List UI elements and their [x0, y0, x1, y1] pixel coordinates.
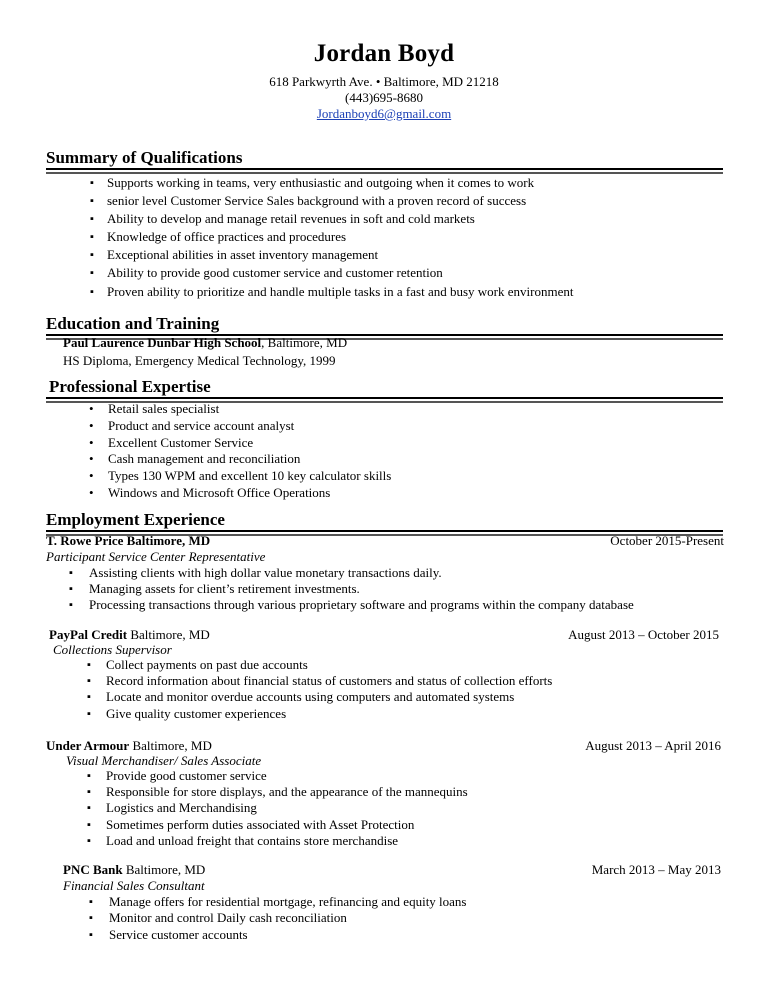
job-location: Baltimore, MD — [127, 627, 210, 642]
bullet-icon: ▪ — [90, 286, 94, 298]
job-duty: Manage offers for residential mortgage, refinancing and equity loans — [109, 894, 467, 909]
bullet-icon: • — [89, 485, 94, 500]
bullet-icon: ▪ — [87, 691, 91, 703]
job-duty: Managing assets for client’s retirement investments. — [89, 581, 360, 596]
bullet-icon: ▪ — [87, 675, 91, 687]
job-duty: Give quality customer experiences — [106, 706, 287, 721]
job-location: Baltimore, MD — [129, 738, 212, 753]
job-duty: Responsible for store displays, and the appearance of the mannequins — [106, 784, 468, 799]
job-duty: Locate and monitor overdue accounts using computers and automated systems — [106, 689, 515, 704]
school-name: Paul Laurence Dunbar High School — [63, 335, 262, 350]
job-company: T. Rowe Price Baltimore, MD — [46, 533, 211, 548]
summary-rule — [46, 168, 723, 170]
job-role: Collections Supervisor — [53, 642, 172, 657]
job-duty: Load and unload freight that contains store merchandise — [106, 833, 399, 848]
email-line — [0, 106, 768, 122]
job-duty: Assisting clients with high dollar value monetary transactions daily. — [89, 565, 442, 580]
expertise-heading: Professional Expertise — [49, 377, 211, 396]
school-location: , Baltimore, MD — [261, 335, 348, 350]
bullet-icon: ▪ — [87, 708, 91, 720]
job-dates: August 2013 – October 2015 — [568, 627, 719, 642]
address-line: 618 Parkwyrth Ave. • Baltimore, MD 21218 — [269, 74, 499, 89]
job-duty: Collect payments on past due accounts — [106, 657, 308, 672]
summary-item: Ability to develop and manage retail revenues in soft and cold markets — [107, 211, 475, 226]
resume-name: Jordan Boyd — [313, 40, 455, 67]
summary-item: Proven ability to prioritize and handle multiple tasks in a fast and busy work environment — [107, 284, 574, 299]
bullet-icon: ▪ — [87, 770, 91, 782]
expertise-item: Windows and Microsoft Office Operations — [108, 485, 331, 500]
bullet-icon: ▪ — [89, 912, 93, 924]
education-school-line — [63, 335, 347, 351]
summary-item: senior level Customer Service Sales background with a proven record of success — [107, 193, 527, 208]
job-header — [63, 862, 205, 878]
job-duty: Provide good customer service — [106, 768, 267, 783]
job-duty: Sometimes perform duties associated with Asset Protection — [106, 817, 415, 832]
bullet-icon: ▪ — [87, 659, 91, 671]
bullet-icon: • — [89, 451, 94, 466]
expertise-item: Cash management and reconciliation — [108, 451, 301, 466]
employment-rule — [46, 530, 723, 532]
expertise-rule — [46, 397, 723, 399]
job-company: PNC Bank — [63, 862, 123, 877]
bullet-icon: ▪ — [90, 177, 94, 189]
job-duty: Service customer accounts — [109, 927, 248, 942]
phone-line: (443)695-8680 — [345, 90, 423, 105]
email-link[interactable]: Jordanboyd6@gmail.com — [316, 106, 452, 121]
bullet-icon: ▪ — [87, 835, 91, 847]
bullet-icon: ▪ — [90, 195, 94, 207]
summary-rule-secondary — [46, 172, 723, 174]
bullet-icon: ▪ — [69, 583, 73, 595]
bullet-icon: • — [89, 435, 94, 450]
bullet-icon: ▪ — [90, 267, 94, 279]
bullet-icon: ▪ — [69, 599, 73, 611]
job-company: PayPal Credit — [49, 627, 128, 642]
bullet-icon: ▪ — [90, 249, 94, 261]
bullet-icon: ▪ — [87, 786, 91, 798]
bullet-icon: ▪ — [69, 567, 73, 579]
job-duty: Monitor and control Daily cash reconciliation — [109, 910, 347, 925]
bullet-icon: • — [89, 468, 94, 483]
job-header — [49, 627, 210, 643]
job-role: Visual Merchandiser/ Sales Associate — [66, 753, 262, 768]
job-duty: Processing transactions through various proprietary software and programs within the company database — [89, 597, 634, 612]
bullet-icon: ▪ — [89, 896, 93, 908]
bullet-icon: ▪ — [90, 213, 94, 225]
bullet-icon: • — [89, 418, 94, 433]
job-header — [46, 738, 212, 754]
bullet-icon: ▪ — [90, 231, 94, 243]
job-duty: Logistics and Merchandising — [106, 800, 257, 815]
job-role: Financial Sales Consultant — [63, 878, 205, 893]
summary-item: Exceptional abilities in asset inventory management — [107, 247, 379, 262]
education-diploma: HS Diploma, Emergency Medical Technology, 1999 — [63, 353, 336, 368]
education-heading: Education and Training — [46, 314, 220, 333]
bullet-icon: ▪ — [87, 802, 91, 814]
summary-item: Knowledge of office practices and procedures — [107, 229, 347, 244]
bullet-icon: ▪ — [87, 819, 91, 831]
job-dates: March 2013 – May 2013 — [591, 862, 721, 877]
expertise-item: Product and service account analyst — [108, 418, 295, 433]
employment-heading: Employment Experience — [46, 510, 225, 529]
job-duty: Record information about financial status of customers and status of collection efforts — [106, 673, 553, 688]
expertise-item: Types 130 WPM and excellent 10 key calculator skills — [108, 468, 392, 483]
job-dates: August 2013 – April 2016 — [585, 738, 721, 753]
summary-heading: Summary of Qualifications — [46, 148, 243, 167]
summary-item: Supports working in teams, very enthusiastic and outgoing when it comes to work — [107, 175, 535, 190]
job-role: Participant Service Center Representative — [46, 549, 266, 564]
summary-item: Ability to provide good customer service and customer retention — [107, 265, 443, 280]
expertise-item: Retail sales specialist — [108, 401, 220, 416]
expertise-item: Excellent Customer Service — [108, 435, 254, 450]
job-location: Baltimore, MD — [122, 862, 206, 877]
job-dates: October 2015-Present — [610, 533, 724, 548]
job-company: Under Armour — [46, 738, 130, 753]
bullet-icon: ▪ — [89, 929, 93, 941]
bullet-icon: • — [89, 401, 94, 416]
